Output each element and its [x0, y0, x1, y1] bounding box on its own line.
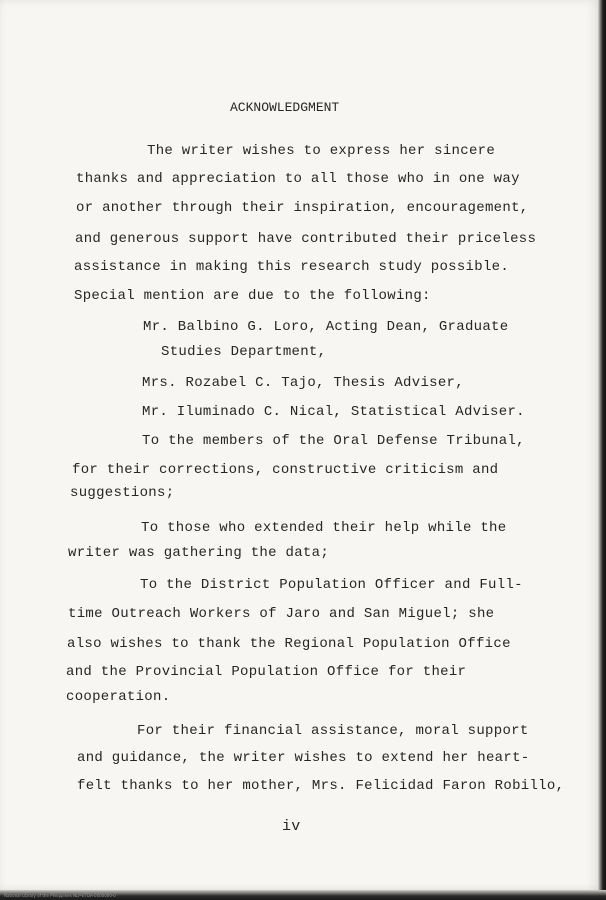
text-line-23: felt thanks to her mother, Mrs. Felicidad Faron Robillo,	[77, 778, 565, 794]
text-line-13: suggestions;	[70, 485, 175, 501]
text-line-17: time Outreach Workers of Jaro and San Miguel; she	[68, 606, 495, 622]
text-line-21: For their financial assistance, moral support	[137, 723, 529, 739]
text-line-9: Mrs. Rozabel C. Tajo, Thesis Adviser,	[142, 375, 464, 391]
text-line-15: writer was gathering the data;	[68, 545, 330, 561]
text-line-6: Special mention are due to the following:	[74, 288, 431, 304]
text-line-14: To those who extended their help while the	[141, 520, 507, 536]
text-line-11: To the members of the Oral Defense Tribunal,	[142, 433, 525, 449]
page-number: iv	[282, 818, 301, 835]
text-line-5: assistance in making this research study possible.	[74, 259, 510, 275]
text-line-8: Studies Department,	[161, 344, 327, 360]
text-line-20: cooperation.	[66, 689, 171, 705]
text-line-7: Mr. Balbino G. Loro, Acting Dean, Graduate	[143, 319, 509, 335]
text-line-4: and generous support have contributed their priceless	[75, 231, 537, 247]
text-line-10: Mr. Iluminado C. Nical, Statistical Adviser.	[142, 404, 525, 420]
text-line-12: for their corrections, constructive criticism and	[72, 462, 499, 478]
text-line-2: thanks and appreciation to all those who in one way	[76, 171, 520, 187]
scan-edge-right	[598, 0, 606, 900]
text-line-18: also wishes to thank the Regional Population Office	[67, 636, 511, 652]
text-line-22: and guidance, the writer wishes to extend her heart-	[77, 750, 530, 766]
page-title: ACKNOWLEDGMENT	[230, 100, 340, 115]
text-line-1: The writer wishes to express her sincere	[147, 143, 496, 159]
text-line-19: and the Provincial Population Office for their	[66, 664, 467, 680]
text-line-3: or another through their inspiration, encouragement,	[76, 200, 529, 216]
text-line-16: To the District Population Officer and Full-	[140, 577, 523, 593]
scan-footer: National Library of the Philippines NLP-ETDA-0000000-0	[4, 893, 116, 898]
